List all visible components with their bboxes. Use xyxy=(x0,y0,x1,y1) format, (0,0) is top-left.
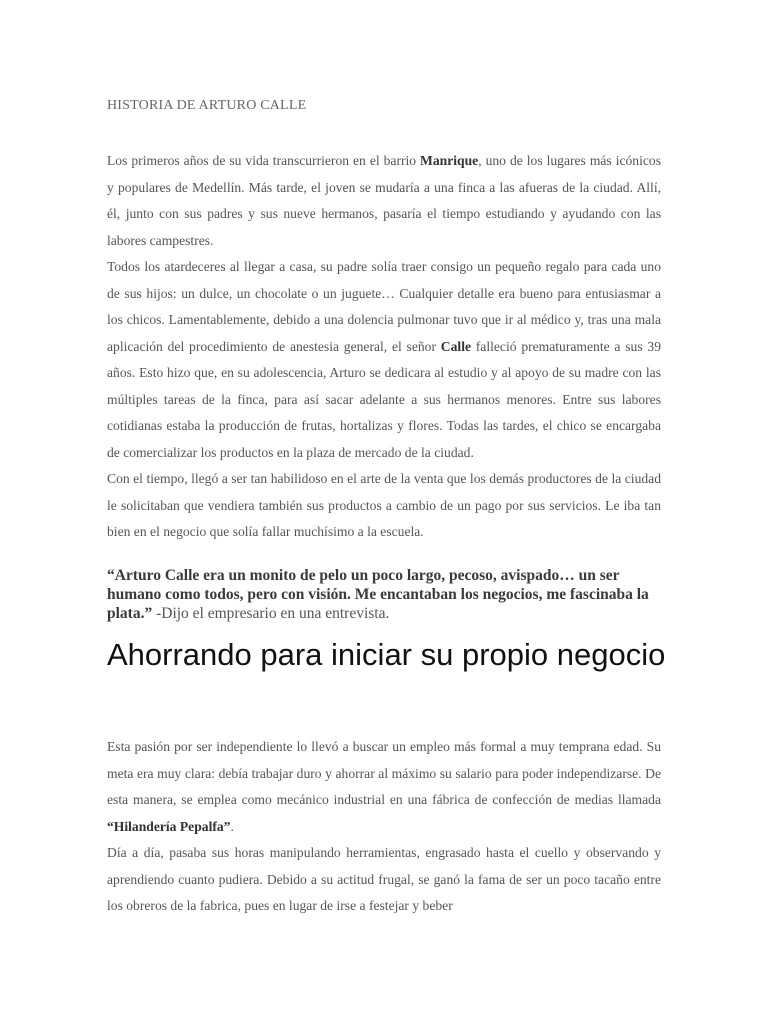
paragraph-childhood xyxy=(107,148,661,254)
paragraph-text: Los primeros años de su vida transcurrieron en el barrio xyxy=(107,153,421,168)
paragraph-text: . xyxy=(230,818,234,834)
section-heading: Ahorrando para iniciar su propio negocio xyxy=(107,637,666,672)
document-title: HISTORIA DE ARTURO CALLE xyxy=(107,98,307,113)
quote-text: “Arturo Calle era un monito de pelo un poco largo, pecoso, avispado… un ser humano como todos, pero con visión. Me encantaban los negocios, me fascinaba la plata.” xyxy=(107,567,649,622)
paragraph-text: Esta pasión por ser independiente lo llevó a buscar un empleo más formal a muy temprana edad. Su meta era muy clara: debía trabajar duro y ahorrar al máximo su salario para poder independizarse. De esta manera, se emplea como mecánico industrial en una fábrica de confección de medias llamada xyxy=(107,739,661,807)
quote-attribution: -Dijo el empresario en una entrevista. xyxy=(152,605,390,622)
bold-calle: Calle xyxy=(440,338,471,354)
intro-text-block xyxy=(107,148,661,546)
paragraph-text: , uno de los lugares más icónicos y populares de Medellín. Más tarde, el joven se mudaría a una finca a las afueras de la ciudad. Allí, él, junto con sus padres y sus nueve hermanos, pasaría el tiempo estudiando y ayudando con las labores campestres. xyxy=(107,153,661,248)
paragraph-text: falleció prematuramente a sus 39 años. Esto hizo que, en su adolescencia, Arturo se dedicara al estudio y al apoyo de su madre con las múltiples tareas de la finca, para así sacar adelante a sus hermanos menores. Entre sus labores cotidianas estaba la producción de frutas, hortalizas y flores. Todas las tardes, el chico se encargaba de comercializar los productos en la plaza de mercado de la ciudad. xyxy=(107,338,661,460)
paragraph-employment xyxy=(107,734,661,840)
paragraph-daily-work: Día a día, pasaba sus horas manipulando herramientas, engrasado hasta el cuello y observando y aprendiendo cuanto pudiera. Debido a su actitud frugal, se ganó la fama de ser un poco tacaño entre los obreros de la fabrica, pues en lugar de irse a festejar y beber xyxy=(107,845,661,913)
paragraph-sales: Con el tiempo, llegó a ser tan habilidoso en el arte de la venta que los demás productores de la ciudad le solicitaban que vendiera también sus productos a cambio de un pago por sus servicios. Le iba tan bien en el negocio que solía fallar muchísimo a la escuela. xyxy=(107,471,661,539)
bold-hilanderia: “Hilandería Pepalfa” xyxy=(107,818,231,834)
quote-block xyxy=(107,566,667,623)
paragraph-father xyxy=(107,254,661,466)
bold-manrique: Manrique xyxy=(420,153,479,168)
section-text-block xyxy=(107,734,661,920)
paragraph-text: Todos los atardeceres al llegar a casa, su padre solía traer consigo un pequeño regalo para cada uno de sus hijos: un dulce, un chocolate o un juguete… Cualquier detalle era bueno para entusiasmar a los chicos. Lamentablemente, debido a una dolencia pulmonar tuvo que ir al médico y, tras una mala aplicación del procedimiento de anestesia general, el señor xyxy=(107,259,661,354)
